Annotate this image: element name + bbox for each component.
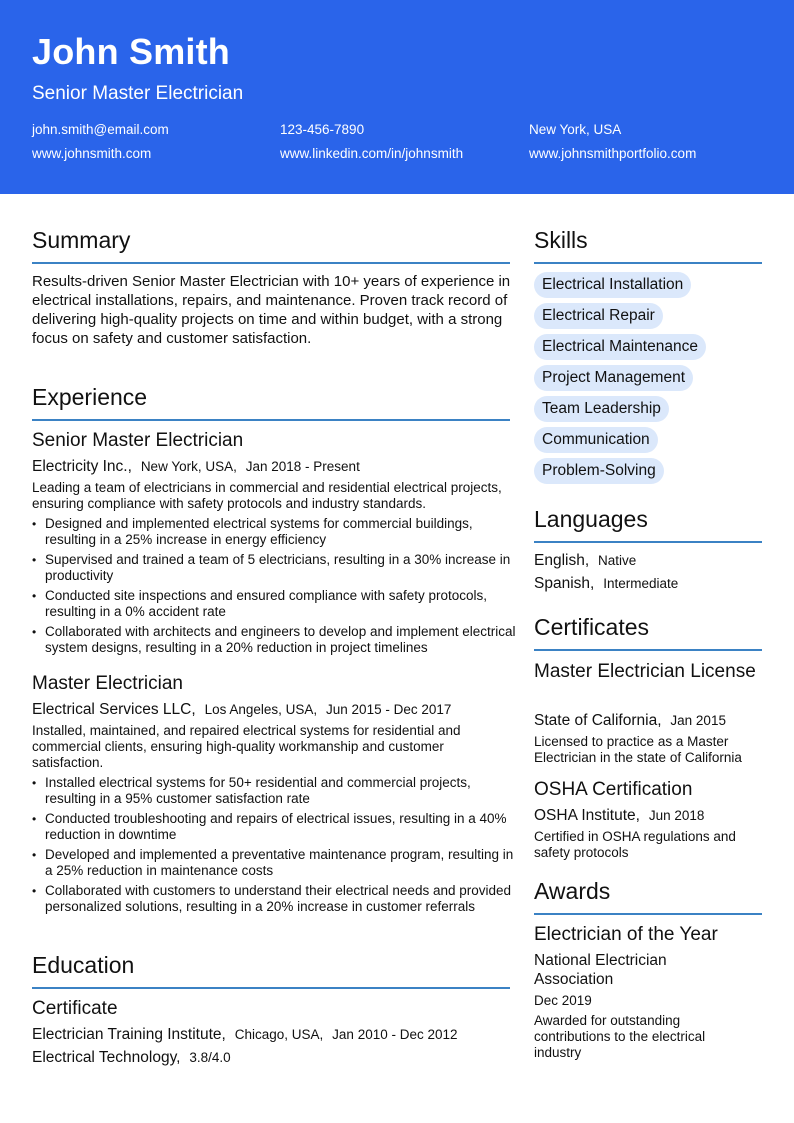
list-item: • Installed electrical systems for 50+ residential and commercial projects, resulting in a 95% customer satisfaction rate [32,775,516,807]
language-level: Native [598,553,637,568]
website-link[interactable]: www.johnsmith.com [32,146,152,161]
certificate-title: OSHA Certification [534,779,693,800]
list-item: • Collaborated with customers to understand their electrical needs and provided personalized solutions, resulting in a 20% increase in customer referrals [32,883,516,915]
certificate-date: Jun 2018 [648,808,705,823]
award-title: Electrician of the Year [534,924,718,945]
candidate-title: Senior Master Electrician [32,83,244,104]
certificate-date: Jan 2015 [670,713,726,728]
job-bullets [32,775,516,919]
education-gpa: 3.8/4.0 [189,1050,231,1065]
certificate-meta [534,711,726,731]
skill-tag: Communication [534,427,658,453]
job-description: Leading a team of electricians in commercial and residential electrical projects, ensuring compliance with safety protocols and industry standards. [32,480,502,511]
education-location: Chicago, USA, [234,1027,324,1042]
job-location: Los Angeles, USA, [204,702,318,717]
education-dates: Jan 2010 - Dec 2012 [332,1027,458,1042]
language-name: English, [534,552,590,569]
job-title: Master Electrician [32,673,183,694]
language-row [534,551,636,571]
job-bullets [32,516,516,660]
certificates-divider [534,649,762,651]
job-title: Senior Master Electrician [32,430,244,451]
education-degree: Certificate [32,998,118,1019]
list-item: • Designed and implemented electrical systems for commercial buildings, resulting in a 25% increase in energy efficiency [32,516,516,548]
certificates-heading: Certificates [534,614,650,640]
certificate-meta [534,806,704,826]
education-meta [32,1025,458,1045]
summary-divider [32,262,510,264]
skills-divider [534,262,762,264]
education-field: Electrical Technology, [32,1049,181,1066]
skill-tag: Project Management [534,365,693,391]
certificate-issuer: OSHA Institute, [534,807,640,824]
job-meta [32,700,451,720]
awards-divider [534,913,762,915]
job-company: Electrical Services LLC, [32,701,196,718]
experience-divider [32,419,510,421]
list-item: • Conducted site inspections and ensured compliance with safety protocols, resulting in a 0% accident rate [32,588,516,620]
awards-heading: Awards [534,878,611,904]
award-description: Awarded for outstanding contributions to the electrical industry [534,1013,706,1060]
job-location: New York, USA, [140,459,237,474]
candidate-name: John Smith [32,31,230,72]
portfolio-link[interactable]: www.johnsmithportfolio.com [529,146,697,161]
list-item: • Conducted troubleshooting and repairs of electrical issues, resulting in a 40% reduction in downtime [32,811,516,843]
list-item: • Supervised and trained a team of 5 electricians, resulting in a 30% increase in productivity [32,552,516,584]
experience-heading: Experience [32,384,148,410]
award-issuer: National Electrician Association [534,952,667,988]
language-name: Spanish, [534,575,595,592]
skill-tag: Problem-Solving [534,458,664,484]
phone-number: 123-456-7890 [280,122,365,137]
education-school: Electrician Training Institute, [32,1026,226,1043]
languages-divider [534,541,762,543]
certificate-description: Certified in OSHA regulations and safety protocols [534,829,736,860]
skill-tag: Team Leadership [534,396,669,422]
certificate-issuer: State of California, [534,712,662,729]
education-divider [32,987,510,989]
location-text: New York, USA [529,122,622,137]
job-description: Installed, maintained, and repaired electrical systems for residential and commercial clients, ensuring high-quality workmanship and customer satisfaction. [32,723,461,770]
job-company: Electricity Inc., [32,458,132,475]
summary-text: Results-driven Senior Master Electrician with 10+ years of experience in electrical installations, repairs, and maintenance. Proven track record of delivering high-quality projects on time and within budget, with a strong focus on safety and customer satisfaction. [32,273,511,347]
certificate-title: Master Electrician License [534,661,756,682]
job-dates: Jun 2015 - Dec 2017 [326,702,452,717]
skills-heading: Skills [534,227,588,253]
list-item: • Developed and implemented a preventative maintenance program, resulting in a 25% reduction in maintenance costs [32,847,516,879]
job-meta [32,457,360,477]
skill-tag: Electrical Installation [534,272,691,298]
education-field-row [32,1048,231,1068]
certificate-description: Licensed to practice as a Master Electrician in the state of California [534,734,742,765]
summary-heading: Summary [32,227,131,253]
list-item: • Collaborated with architects and engineers to develop and implement electrical system designs, resulting in a 20% reduction in project timelines [32,624,516,656]
languages-heading: Languages [534,506,648,532]
skill-tag: Electrical Repair [534,303,663,329]
language-row [534,574,678,594]
education-heading: Education [32,952,135,978]
email-link[interactable]: john.smith@email.com [32,122,169,137]
resume-header [0,0,794,194]
award-date: Dec 2019 [534,993,592,1008]
linkedin-link[interactable]: www.linkedin.com/in/johnsmith [280,146,464,161]
skill-tag: Electrical Maintenance [534,334,706,360]
language-level: Intermediate [603,576,679,591]
job-dates: Jan 2018 - Present [245,459,360,474]
